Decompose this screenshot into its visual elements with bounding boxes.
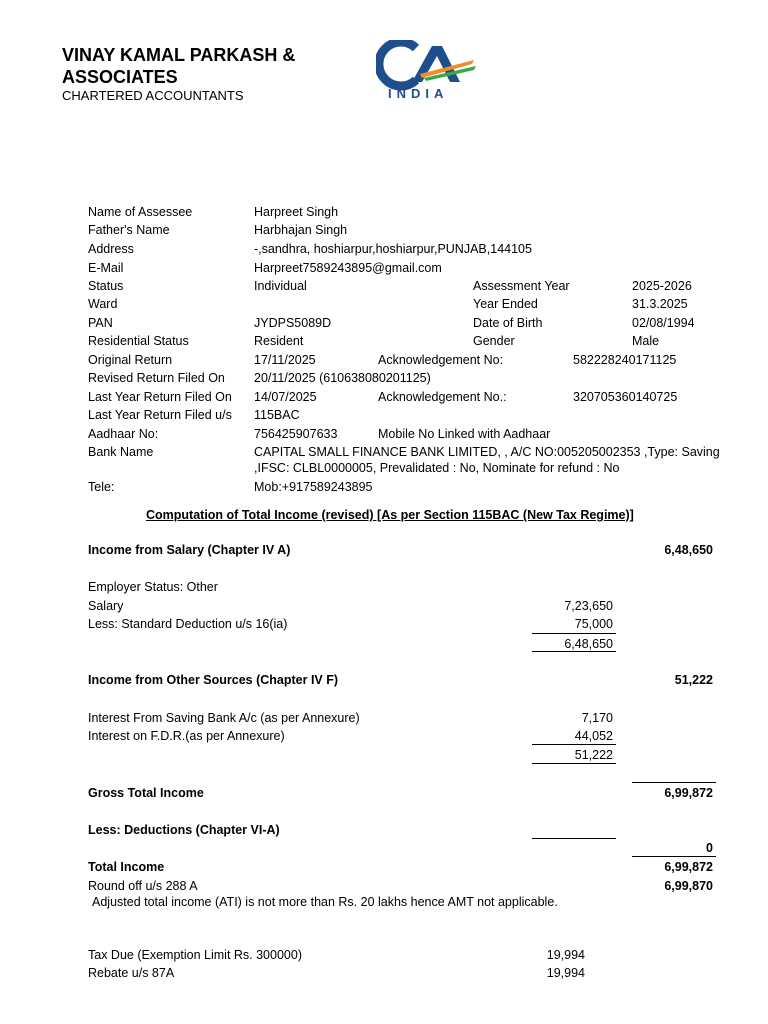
other-sources-head-total: 51,222	[674, 673, 713, 687]
rebate-value: 19,994	[546, 966, 585, 980]
assessee-name: Harpreet Singh	[254, 205, 339, 219]
ward-label: Ward	[88, 297, 118, 311]
name-label: Name of Assessee	[88, 205, 193, 219]
last-year-us-label: Last Year Return Filed u/s	[88, 408, 232, 422]
pan-label: PAN	[88, 316, 113, 330]
dob-label: Date of Birth	[473, 316, 543, 330]
tele-value: Mob:+917589243895	[254, 480, 373, 494]
email-label: E-Mail	[88, 261, 124, 275]
dob-value: 02/08/1994	[632, 316, 695, 330]
email-value: Harpreet7589243895@gmail.com	[254, 261, 442, 275]
last-year-ack-value: 320705360140725	[573, 390, 678, 404]
last-year-us-value: 115BAC	[254, 408, 300, 422]
original-return-label: Original Return	[88, 353, 173, 367]
address-label: Address	[88, 242, 134, 256]
salary-head-label: Income from Salary (Chapter IV A)	[88, 543, 291, 557]
os-net-underline	[532, 763, 616, 764]
last-year-filed-value: 14/07/2025	[254, 390, 317, 404]
salary-net-value: 6,48,650	[564, 637, 613, 651]
deductions-label: Less: Deductions (Chapter VI-A)	[88, 823, 280, 837]
standard-deduction-label: Less: Standard Deduction u/s 16(ia)	[88, 617, 288, 631]
sb-interest-value: 7,170	[581, 711, 613, 725]
firm-subtitle: CHARTERED ACCOUNTANTS	[62, 88, 244, 103]
salary-label: Salary	[88, 599, 124, 613]
father-name: Harbhajan Singh	[254, 223, 348, 237]
address-value: -,sandhra, hoshiarpur,hoshiarpur,PUNJAB,144105	[254, 242, 532, 256]
other-sources-head-label: Income from Other Sources (Chapter IV F)	[88, 673, 339, 687]
gender-label: Gender	[473, 334, 515, 348]
last-year-ack-label: Acknowledgement No.:	[378, 390, 507, 404]
revised-return-label: Revised Return Filed On	[88, 371, 225, 385]
year-ended-value: 31.3.2025	[632, 297, 688, 311]
firm-name: VINAY KAMAL PARKASH & ASSOCIATES	[62, 45, 296, 87]
mobile-linked-text: Mobile No Linked with Aadhaar	[378, 427, 551, 441]
deductions-value: 0	[706, 841, 713, 855]
standard-deduction-value: 75,000	[574, 617, 613, 631]
father-label: Father's Name	[88, 223, 170, 237]
bank-value: CAPITAL SMALL FINANCE BANK LIMITED, , A/C NO:005205002353 ,Type: Saving ,IFSC: CLBL0000005, Prevalidated : No, Nominate for refund : No	[254, 445, 720, 475]
os-sum-line	[532, 744, 616, 745]
status-value: Individual	[254, 279, 307, 293]
acknowledgement-value: 582228240171125	[573, 353, 677, 367]
status-label: Status	[88, 279, 124, 293]
employer-status: Employer Status: Other	[88, 580, 218, 594]
gti-top-line	[632, 782, 716, 783]
bank-label: Bank Name	[88, 445, 154, 459]
total-income-value: 6,99,872	[664, 860, 713, 874]
logo-text: INDIA	[388, 86, 449, 101]
total-income-top-line	[632, 856, 716, 857]
gender-value: Male	[632, 334, 660, 348]
ati-note: Adjusted total income (ATI) is not more than Rs. 20 lakhs hence AMT not applicable.	[92, 895, 558, 909]
tele-label: Tele:	[88, 480, 115, 494]
deductions-line	[532, 838, 616, 839]
gti-label: Gross Total Income	[88, 786, 204, 800]
ca-india-logo	[376, 40, 480, 102]
round-off-label: Round off u/s 288 A	[88, 879, 198, 893]
fdr-interest-label: Interest on F.D.R.(as per Annexure)	[88, 729, 285, 743]
original-return-value: 17/11/2025	[254, 353, 316, 367]
salary-value: 7,23,650	[564, 599, 613, 613]
residential-status-label: Residential Status	[88, 334, 189, 348]
assessment-year-label: Assessment Year	[473, 279, 570, 293]
salary-net-underline	[532, 651, 616, 652]
year-ended-label: Year Ended	[473, 297, 538, 311]
aadhaar-value: 756425907633	[254, 427, 338, 441]
fdr-interest-value: 44,052	[574, 729, 613, 743]
tax-due-label: Tax Due (Exemption Limit Rs. 300000)	[88, 948, 302, 962]
tax-due-value: 19,994	[546, 948, 585, 962]
rebate-label: Rebate u/s 87A	[88, 966, 175, 980]
gti-value: 6,99,872	[664, 786, 713, 800]
other-sources-net-value: 51,222	[574, 748, 613, 762]
sb-interest-label: Interest From Saving Bank A/c (as per Annexure)	[88, 711, 360, 725]
aadhaar-label: Aadhaar No:	[88, 427, 159, 441]
revised-return-value: 20/11/2025 (610638080201125)	[254, 371, 431, 385]
pan-value: JYDPS5089D	[254, 316, 332, 330]
ca-logo-icon	[376, 40, 480, 102]
computation-title: Computation of Total Income (revised) [As per Section 115BAC (New Tax Regime)]	[146, 508, 634, 522]
assessment-year-value: 2025-2026	[632, 279, 692, 293]
last-year-filed-label: Last Year Return Filed On	[88, 390, 232, 404]
acknowledgement-label: Acknowledgement No:	[378, 353, 504, 367]
round-off-value: 6,99,870	[664, 879, 713, 893]
salary-head-total: 6,48,650	[664, 543, 713, 557]
salary-sum-line	[532, 633, 616, 634]
residential-status-value: Resident	[254, 334, 304, 348]
total-income-label: Total Income	[88, 860, 165, 874]
